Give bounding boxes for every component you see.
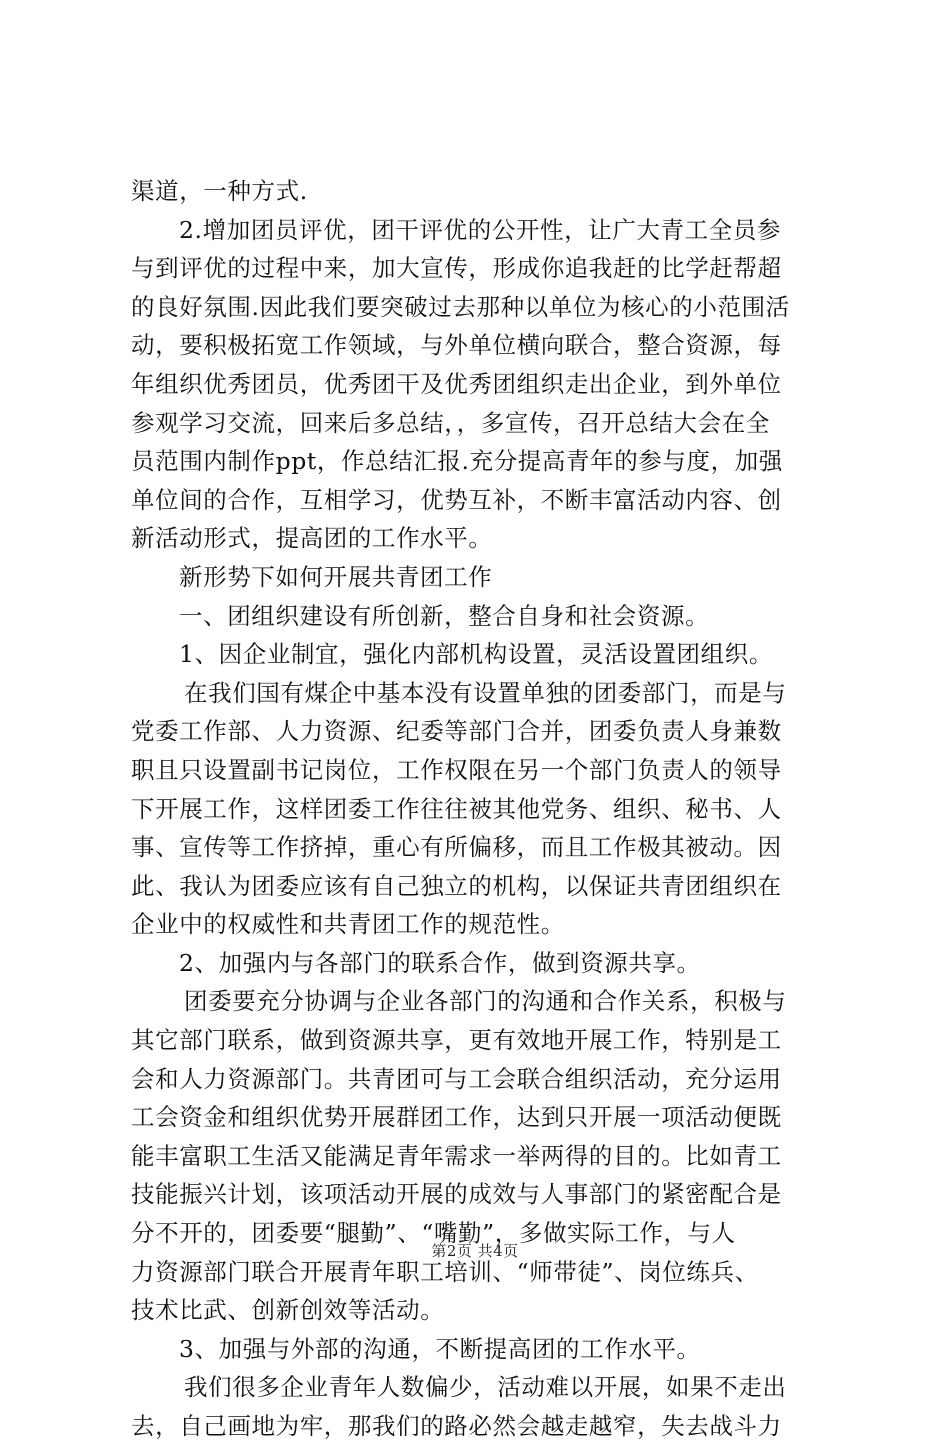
text-line: 动，要积极拓宽工作领域，与外单位横向联合，整合资源，每 bbox=[131, 331, 782, 360]
subsection-heading: 2、加强内与各部门的联系合作，做到资源共享。 bbox=[179, 948, 701, 977]
text-line: 能丰富职工生活又能满足青年需求一举两得的目的。比如青工 bbox=[131, 1141, 782, 1170]
text-line: 工会资金和组织优势开展群团工作，达到只开展一项活动便既 bbox=[131, 1103, 782, 1132]
text-line: 下开展工作，这样团委工作往往被其他党务、组织、秘书、人 bbox=[131, 794, 782, 823]
text-line: 技术比武、创新创效等活动。 bbox=[131, 1296, 445, 1325]
text-line: 新活动形式，提高团的工作水平。 bbox=[131, 524, 493, 553]
text-line: 年组织优秀团员，优秀团干及优秀团组织走出企业，到外单位 bbox=[131, 369, 782, 398]
page-footer bbox=[0, 1240, 950, 1261]
text-line: 去，自己画地为牢，那我们的路必然会越走越窄，失去战斗力 bbox=[131, 1412, 782, 1440]
paragraph-start-line: 在我们国有煤企中基本没有设置单独的团委部门，而是与 bbox=[184, 678, 787, 707]
text-line: 会和人力资源部门。共青团可与工会联合组织活动，充分运用 bbox=[131, 1064, 782, 1093]
text-line: 渠道，一种方式. bbox=[131, 177, 308, 205]
section-title: 新形势下如何开展共青团工作 bbox=[179, 562, 493, 591]
text-line: 的良好氛围.因此我们要突破过去那种以单位为核心的小范围活 bbox=[131, 292, 790, 321]
text-line: 此、我认为团委应该有自己独立的机构，以保证共青团组织在 bbox=[131, 871, 782, 900]
text-line: 力资源部门联合开展青年职工培训、“师带徒”、岗位练兵、 bbox=[131, 1257, 759, 1286]
text-line: 职且只设置副书记岗位，工作权限在另一个部门负责人的领导 bbox=[131, 755, 782, 784]
subsection-heading: 3、加强与外部的沟通，不断提高团的工作水平。 bbox=[179, 1334, 701, 1363]
text-line: 与到评优的过程中来，加大宣传，形成你追我赶的比学赶帮超 bbox=[131, 254, 782, 283]
text-line: 其它部门联系，做到资源共享，更有效地开展工作，特别是工 bbox=[131, 1026, 782, 1055]
text-line: 参观学习交流，回来后多总结，，多宣传，召开总结大会在全 bbox=[131, 408, 770, 437]
text-line: 员范围内制作ppt，作总结汇报.充分提高青年的参与度，加强 bbox=[131, 447, 783, 476]
text-line: 党委工作部、人力资源、纪委等部门合并，团委负责人身兼数 bbox=[131, 717, 782, 746]
text-line: 单位间的合作，互相学习，优势互补，不断丰富活动内容、创 bbox=[131, 485, 782, 514]
text-line: 分不开的，团委要“腿勤”、“嘴勤”，多做实际工作，与人 bbox=[131, 1219, 736, 1248]
page-number: 第2页 共4页 bbox=[431, 1242, 519, 1260]
section-heading: 一、团组织建设有所创新，整合自身和社会资源。 bbox=[179, 601, 710, 630]
paragraph-start-line: 我们很多企业青年人数偏少，活动难以开展，如果不走出 bbox=[184, 1373, 787, 1402]
paragraph-start-line: 2.增加团员评优，团干评优的公开性，让广大青工全员参 bbox=[179, 215, 782, 244]
text-line: 技能振兴计划，该项活动开展的成效与人事部门的紧密配合是 bbox=[131, 1180, 782, 1209]
text-line: 事、宣传等工作挤掉，重心有所偏移，而且工作极其被动。因 bbox=[131, 833, 782, 862]
paragraph-start-line: 团委要充分协调与企业各部门的沟通和合作关系，积极与 bbox=[184, 987, 787, 1016]
subsection-heading: 1、因企业制宜，强化内部机构设置，灵活设置团组织。 bbox=[179, 640, 773, 669]
text-line: 企业中的权威性和共青团工作的规范性。 bbox=[131, 910, 565, 939]
